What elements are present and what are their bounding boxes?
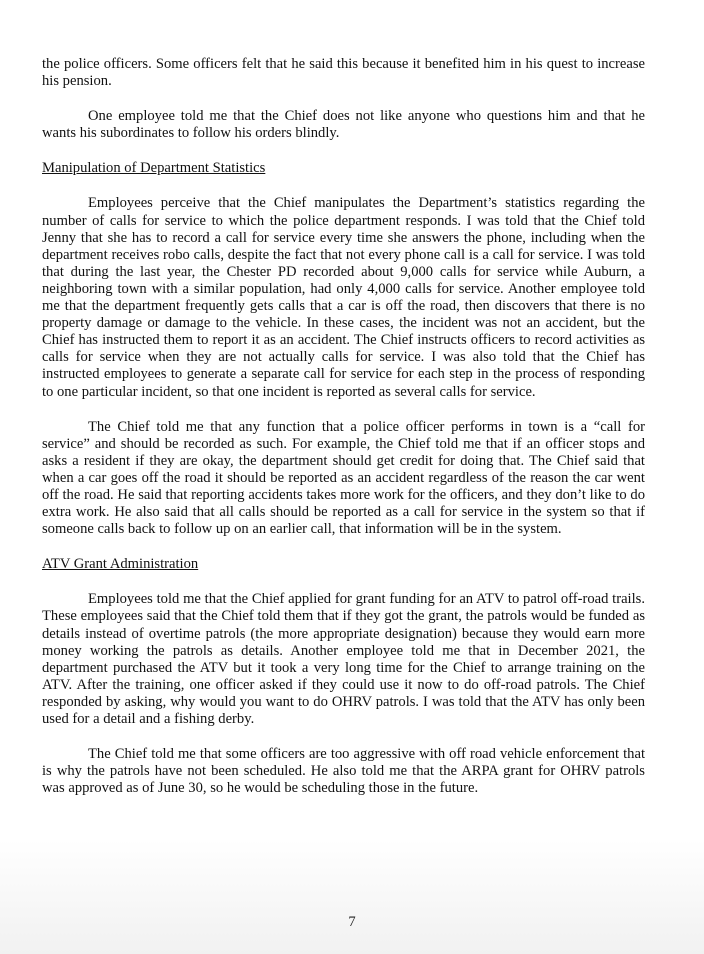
- heading-manipulation-of-statistics: Manipulation of Department Statistics: [42, 160, 266, 177]
- paragraph-atv-employees: Employees told me that the Chief applied for grant funding for an ATV to patrol off-road trails. These employees said that the Chief told them that if they got the grant, the patrols would be funded as details instead of overtime patrols (the more appropriate designation) because they would earn more money working the patrols as details. Another employee told me that in December 2021, the department purchased the ATV but it took a very long time for the Chief to arrange training on the ATV. After the training, one officer asked if they could use it now to do off-road patrols. The Chief responded by asking, why would you want to do OHRV patrols. I was told that the ATV has only been used for a detail and a fishing derby.: [42, 591, 645, 727]
- paragraph-subordinates: One employee told me that the Chief does not like anyone who questions him and that he wants his subordinates to follow his orders blindly.: [42, 108, 645, 142]
- paragraph-statistics-employees: Employees perceive that the Chief manipulates the Department’s statistics regarding the number of calls for service to which the police department responds. I was told that the Chief told Jenny that she has to record a call for service every time she answers the phone, including when the department receives robo calls, despite the fact that not every phone call is a call for service. I was told that during the last year, the Chester PD recorded about 9,000 calls for service while Auburn, a neighboring town with a similar population, had only 4,000 calls for service. Another employee told me that the department frequently gets calls that a car is off the road, then discovers that there is no property damage or damage to the vehicle. In these cases, the incident was not an accident, but the Chief has instructed them to report it as an accident. The Chief instructs officers to record activities as calls for service when they are not actually calls for service. I was also told that the Chief has instructed employees to generate a separate call for service for each step in the process of responding to one particular incident, so that one incident is reported as several calls for service.: [42, 195, 645, 400]
- paragraph-statistics-chief: The Chief told me that any function that a police officer performs in town is a “call for service” and should be recorded as such. For example, the Chief told me that if an officer stops and asks a resident if they are okay, the department should get credit for doing that. The Chief said that when a car goes off the road it should be reported as an accident regardless of the reason the car went off the road. He said that reporting accidents takes more work for the officers, and they don’t like to do extra work. He also said that all calls should be reported as a call for service in the system so that if someone calls back to follow up on an earlier call, that information will be in the system.: [42, 418, 645, 538]
- page-number: 7: [348, 914, 356, 930]
- heading-atv-grant-administration: ATV Grant Administration: [42, 556, 199, 573]
- document-body: [42, 56, 645, 815]
- paragraph-pension: the police officers. Some officers felt that he said this because it benefited him in his quest to increase his pension.: [42, 56, 645, 90]
- paragraph-atv-chief: The Chief told me that some officers are too aggressive with off road vehicle enforcement that is why the patrols have not been scheduled. He also told me that the ARPA grant for OHRV patrols was approved as of June 30, so he would be scheduling those in the future.: [42, 746, 645, 797]
